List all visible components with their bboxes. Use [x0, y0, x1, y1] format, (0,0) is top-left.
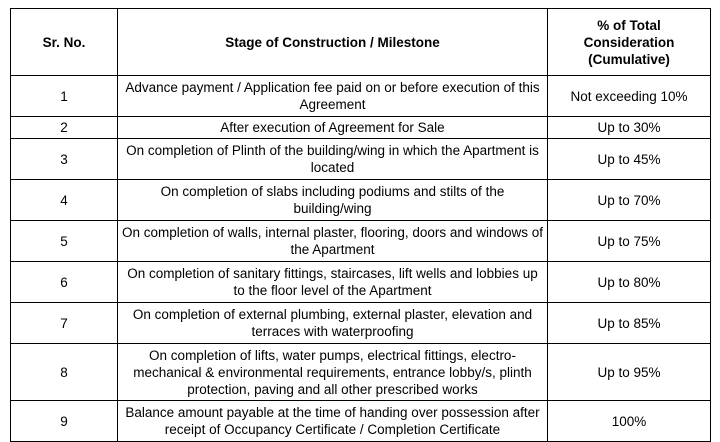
row-percent: Not exceeding 10% — [548, 76, 711, 117]
row-percent: Up to 75% — [548, 221, 711, 262]
row-sr: 4 — [11, 180, 118, 221]
row-stage: Balance amount payable at the time of handing over possession after receipt of Occupancy Certificate / Completion Certificate — [118, 401, 548, 442]
row-stage: On completion of external plumbing, external plaster, elevation and terraces with waterproofing — [118, 303, 548, 344]
row-stage: On completion of walls, internal plaster, flooring, doors and windows of the Apartment — [118, 221, 548, 262]
table-row — [11, 262, 711, 303]
table-header-row — [11, 9, 711, 76]
row-percent: Up to 45% — [548, 139, 711, 180]
row-percent: Up to 70% — [548, 180, 711, 221]
table-row — [11, 180, 711, 221]
row-sr: 1 — [11, 76, 118, 117]
table-row — [11, 303, 711, 344]
row-percent: Up to 85% — [548, 303, 711, 344]
table-row — [11, 117, 711, 139]
row-sr: 7 — [11, 303, 118, 344]
row-percent: Up to 80% — [548, 262, 711, 303]
row-sr: 5 — [11, 221, 118, 262]
payment-schedule-table — [10, 8, 711, 442]
table-row — [11, 401, 711, 442]
row-percent: Up to 95% — [548, 344, 711, 401]
row-sr: 9 — [11, 401, 118, 442]
row-percent: Up to 30% — [548, 117, 711, 139]
row-stage: On completion of sanitary fittings, staircases, lift wells and lobbies up to the floor level of the Apartment — [118, 262, 548, 303]
table-row — [11, 221, 711, 262]
row-stage: On completion of Plinth of the building/wing in which the Apartment is located — [118, 139, 548, 180]
header-percent — [548, 9, 711, 76]
row-percent: 100% — [548, 401, 711, 442]
table-row — [11, 76, 711, 117]
row-stage: After execution of Agreement for Sale — [118, 117, 548, 139]
header-percent-label: % of Total Consideration (Cumulative) — [583, 17, 675, 67]
header-sr-no: Sr. No. — [11, 9, 118, 76]
row-sr: 6 — [11, 262, 118, 303]
row-stage: On completion of slabs including podiums and stilts of the building/wing — [118, 180, 548, 221]
table-row — [11, 139, 711, 180]
row-sr: 8 — [11, 344, 118, 401]
row-stage: On completion of lifts, water pumps, electrical fittings, electro-mechanical & environmental requirements, entrance lobby/s, plinth protection, paving and all other prescribed works — [118, 344, 548, 401]
payment-schedule — [10, 8, 710, 442]
row-sr: 3 — [11, 139, 118, 180]
table-row — [11, 344, 711, 401]
row-sr: 2 — [11, 117, 118, 139]
header-stage: Stage of Construction / Milestone — [118, 9, 548, 76]
row-stage: Advance payment / Application fee paid on or before execution of this Agreement — [118, 76, 548, 117]
